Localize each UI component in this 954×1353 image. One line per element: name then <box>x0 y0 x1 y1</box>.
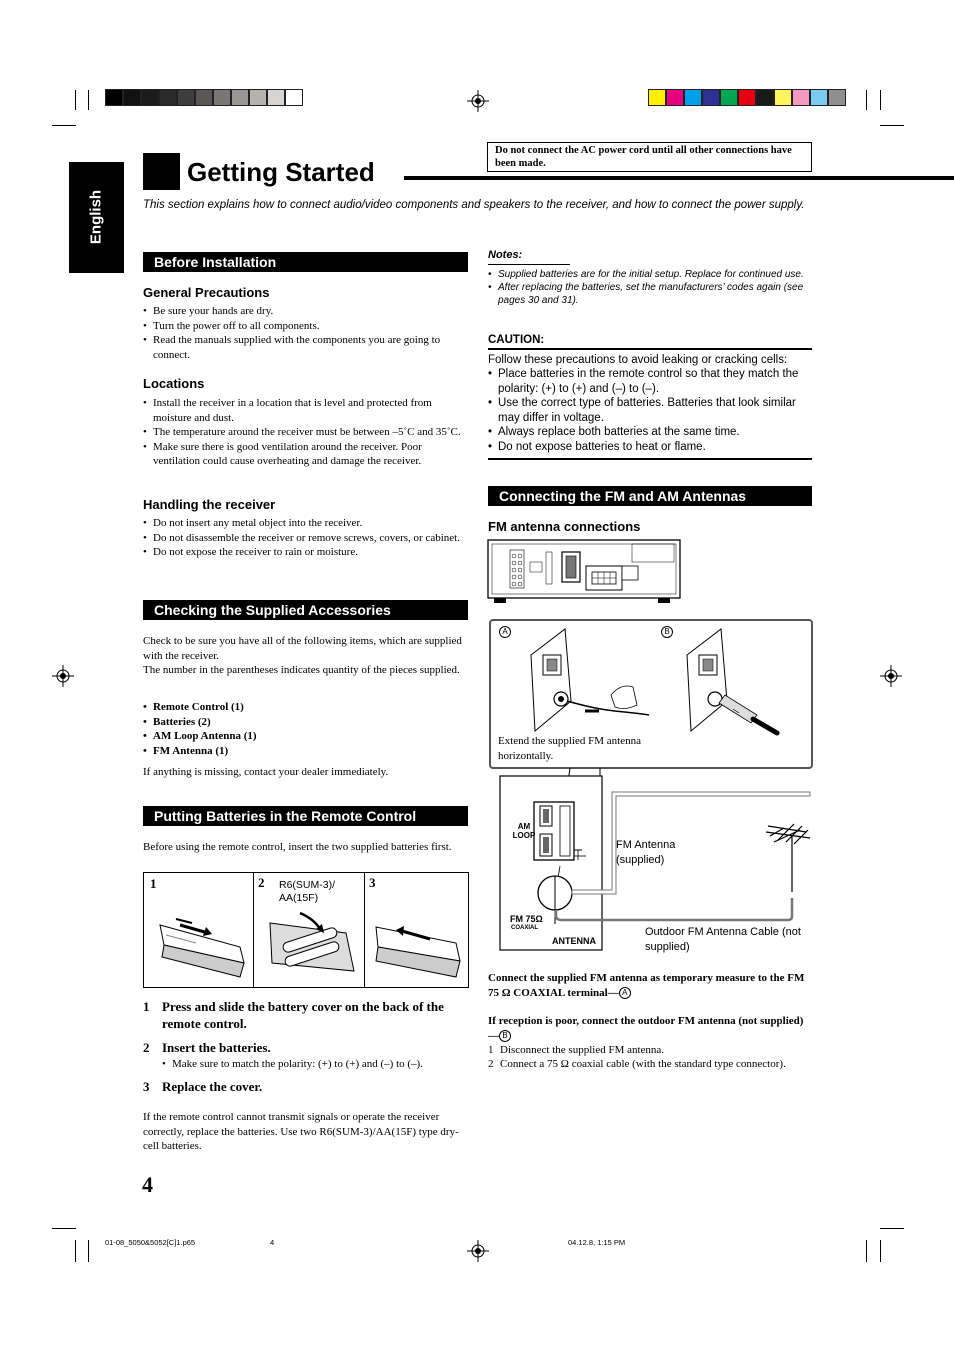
crop-mark <box>880 1240 881 1262</box>
crop-mark <box>880 125 904 126</box>
list-item: • Make sure there is good ventilation around the receiver. Poor ventilation could cause overheating and damage the receiver. <box>143 440 468 469</box>
remote-control-icon <box>156 905 248 981</box>
registration-crosshair-icon <box>52 665 74 687</box>
fm-terminal-with-coaxial-cable <box>681 625 811 737</box>
connection-detail-box <box>489 619 813 769</box>
general-precautions-list <box>143 304 468 362</box>
antenna-step-1: 1 Disconnect the supplied FM antenna. <box>488 1044 665 1056</box>
crop-mark <box>866 90 867 110</box>
color-swatch <box>702 89 720 106</box>
section-accessories: Checking the Supplied Accessories <box>143 600 468 620</box>
notes-heading: Notes: <box>488 249 523 261</box>
list-item: • Turn the power off to all components. <box>143 319 468 334</box>
battery-step-2: 2 Insert the batteries. <box>143 1040 271 1055</box>
registration-crosshair-icon <box>467 90 489 112</box>
battery-step-3: 3 Replace the cover. <box>143 1079 263 1094</box>
instruction-a: Connect the supplied FM antenna as temporary measure to the FM 75 Ω COAXIAL terminal— A <box>488 972 805 999</box>
extend-antenna-caption: Extend the supplied FM antenna horizontally. <box>498 735 641 762</box>
label-b-icon: B <box>499 1030 511 1042</box>
color-swatch <box>123 89 141 106</box>
battery-type-label: R6(SUM-3)/ AA(15F) <box>279 879 336 904</box>
general-precautions-heading: General Precautions <box>143 285 270 300</box>
warning-box: Do not connect the AC power cord until all other connections have been made. <box>487 142 812 172</box>
footer-date: 04.12.8, 1:15 PM <box>568 1238 626 1247</box>
list-item: • Do not expose batteries to heat or flame. <box>488 440 810 455</box>
page-number: 4 <box>142 1172 153 1197</box>
battery-step-2-note <box>162 1057 472 1072</box>
color-swatch <box>648 89 666 106</box>
page-title: Getting Started <box>187 157 375 187</box>
color-swatch <box>828 89 846 106</box>
crop-mark <box>52 125 76 126</box>
battery-illustration <box>143 872 469 988</box>
panel-number: 3 <box>369 875 376 890</box>
color-swatch <box>792 89 810 106</box>
language-label: English <box>87 189 105 245</box>
fm-terminal-with-wire-antenna <box>525 625 655 735</box>
receiver-rear-panel <box>486 538 682 606</box>
color-swatch <box>231 89 249 106</box>
crop-mark <box>88 90 89 110</box>
list-item: • Read the manuals supplied with the components you are going to connect. <box>143 333 468 362</box>
remote-with-batteries-icon <box>264 903 360 983</box>
list-item: • Supplied batteries are for the initial setup. Replace for continued use. <box>488 268 810 281</box>
list-item: • Always replace both batteries at the same time. <box>488 425 810 440</box>
grayscale-registration-bar <box>105 89 303 106</box>
fm-antenna-label: FM Antenna (supplied) <box>616 839 676 866</box>
registration-crosshair-icon <box>467 1240 489 1262</box>
battery-step-1: 1 Press and slide the battery cover on the back of the remote control. <box>143 999 444 1031</box>
panel-number: 1 <box>150 876 157 891</box>
registration-crosshair-icon <box>880 665 902 687</box>
remote-control-icon <box>372 907 466 981</box>
list-item: • FM Antenna (1) <box>143 744 468 759</box>
crop-mark <box>88 1240 89 1262</box>
color-swatch <box>285 89 303 106</box>
crop-mark <box>880 1228 904 1229</box>
color-swatch <box>177 89 195 106</box>
handling-list <box>143 516 468 560</box>
am-loop-label: AM LOOP <box>512 822 536 840</box>
crop-mark <box>866 1240 867 1262</box>
section-antennas: Connecting the FM and AM Antennas <box>488 486 812 506</box>
fm-antenna-connections-heading: FM antenna connections <box>488 519 641 534</box>
color-swatch <box>684 89 702 106</box>
color-swatch <box>249 89 267 106</box>
color-swatch <box>141 89 159 106</box>
fm75-label: FM 75Ω <box>510 914 543 924</box>
locations-heading: Locations <box>143 376 205 391</box>
color-swatch <box>195 89 213 106</box>
title-block <box>143 153 180 190</box>
list-item: • Batteries (2) <box>143 715 468 730</box>
title-rule <box>404 176 954 180</box>
instruction-b: If reception is poor, connect the outdoor FM antenna (not supplied)— B <box>488 1015 804 1042</box>
accessories-list <box>143 700 468 758</box>
color-swatch <box>738 89 756 106</box>
footer-page: 4 <box>270 1238 275 1247</box>
section-batteries: Putting Batteries in the Remote Control <box>143 806 468 826</box>
color-swatch <box>720 89 738 106</box>
color-swatch <box>810 89 828 106</box>
list-item: • Place batteries in the remote control so that they match the polarity: (+) to (+) and (–) to (–). <box>488 367 810 396</box>
list-item: • The temperature around the receiver must be between –5˚C and 35˚C. <box>143 425 468 440</box>
accessories-footer: If anything is missing, contact your dealer immediately. <box>143 766 389 778</box>
notes-rule <box>488 264 570 265</box>
crop-mark <box>880 90 881 110</box>
crop-mark <box>75 1240 76 1262</box>
color-swatch <box>159 89 177 106</box>
language-tab <box>69 162 124 273</box>
coaxial-label: COAXIAL <box>511 925 538 931</box>
section-before-installation: Before Installation <box>143 252 468 272</box>
color-registration-bar <box>648 89 846 106</box>
locations-list <box>143 396 468 469</box>
list-item: • Remote Control (1) <box>143 700 468 715</box>
caution-intro: Follow these precautions to avoid leaking or cracking cells: <box>488 354 788 366</box>
color-swatch <box>666 89 684 106</box>
caution-rule <box>488 348 812 350</box>
color-swatch <box>213 89 231 106</box>
antenna-step-2: 2 Connect a 75 Ω coaxial cable (with the standard type connector). <box>488 1058 786 1070</box>
caution-bottom-rule <box>488 458 812 460</box>
list-item: • Make sure to match the polarity: (+) to (+) and (–) to (–). <box>162 1057 472 1072</box>
notes-list <box>488 268 810 307</box>
color-swatch <box>774 89 792 106</box>
list-item: • Do not insert any metal object into the receiver. <box>143 516 468 531</box>
list-item: • Do not expose the receiver to rain or moisture. <box>143 545 468 560</box>
list-item: • Do not disassemble the receiver or remove screws, covers, or cabinet. <box>143 531 468 546</box>
caution-heading: CAUTION: <box>488 334 545 346</box>
handling-heading: Handling the receiver <box>143 497 276 512</box>
panel-number: 2 <box>258 875 265 890</box>
crop-mark <box>75 90 76 110</box>
color-swatch <box>267 89 285 106</box>
label-a-icon: A <box>499 626 511 638</box>
batteries-intro: Before using the remote control, insert the two supplied batteries first. <box>143 841 452 853</box>
outdoor-cable-label: Outdoor FM Antenna Cable (not supplied) <box>645 926 801 953</box>
intro-text: This section explains how to connect audio/video components and speakers to the receiver, and how to connect the power supply. <box>143 199 805 211</box>
list-item: • After replacing the batteries, set the manufacturers’ codes again (see pages 30 and 31). <box>488 281 810 307</box>
list-item: • Use the correct type of batteries. Batteries that look similar may differ in voltage. <box>488 396 810 425</box>
accessories-para2: The number in the parentheses indicates quantity of the pieces supplied. <box>143 664 460 676</box>
color-swatch <box>105 89 123 106</box>
batteries-footer: If the remote control cannot transmit signals or operate the receiver correctly, replace the batteries. Use two R6(SUM-3)/AA(15F) type dry-cell batteries. <box>143 1111 459 1152</box>
list-item: • Install the receiver in a location that is level and protected from moisture and dust. <box>143 396 468 425</box>
crop-mark <box>52 1228 76 1229</box>
list-item: • Be sure your hands are dry. <box>143 304 468 319</box>
antenna-label: ANTENNA <box>552 936 596 946</box>
label-b-icon: B <box>661 626 673 638</box>
label-a-icon: A <box>619 987 631 999</box>
footer-file: 01-08_5050&5052[C]1.p65 <box>105 1238 196 1247</box>
caution-list <box>488 367 810 454</box>
accessories-para1: Check to be sure you have all of the following items, which are supplied with the receiver. <box>143 635 462 662</box>
color-swatch <box>756 89 774 106</box>
list-item: • AM Loop Antenna (1) <box>143 729 468 744</box>
